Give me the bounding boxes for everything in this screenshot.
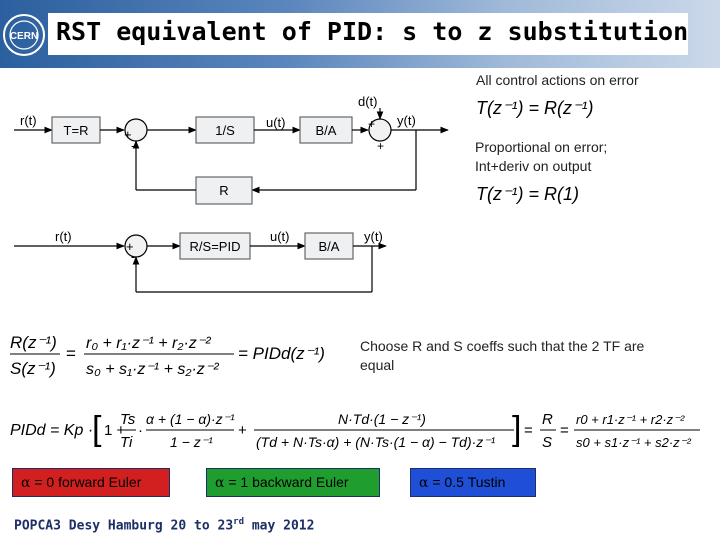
footer: [14, 517, 314, 533]
eq-t-equals-r: T(z⁻¹) = R(z⁻¹): [476, 98, 594, 118]
svg-text:]: ]: [512, 410, 522, 448]
eq1-mid-den: s₀ + s₁·z⁻¹ + s₂·z⁻²: [86, 361, 219, 378]
d2-u-label: u(t): [270, 229, 290, 244]
d1-r-label: r(t): [20, 113, 37, 128]
d2-sum-minus: -: [131, 249, 136, 264]
equation-pidd: [10, 410, 700, 451]
d1-sum2-plus: +: [368, 117, 376, 131]
svg-text:=: =: [524, 422, 533, 439]
footer-text: POPCA3 Desy Hamburg 20 to 23: [14, 518, 234, 534]
d1-t-block-label: T=R: [63, 123, 89, 138]
note-prop-on-error: Proportional on error; Int+deriv on output: [475, 139, 608, 174]
note-all-on-error: All control actions on error: [476, 72, 639, 88]
eq2-term1: 1 +: [104, 422, 126, 439]
svg-text:+: +: [238, 422, 247, 439]
eq2-ts: Ts: [120, 411, 136, 428]
alpha-text-2: = 1 backward Euler: [224, 474, 349, 490]
alpha-text-3: = 0.5 Tustin: [428, 474, 506, 490]
eq2-alpha-den: 1 − z⁻¹: [170, 434, 213, 450]
cern-logo-text: CERN: [9, 31, 39, 42]
eq2-ti: Ti: [120, 434, 133, 451]
equation-rs-pid: [10, 333, 325, 378]
d2-sum-plus: +: [126, 239, 134, 254]
alpha-symbol-2: α: [215, 475, 225, 491]
d2-plant-label: B/A: [318, 239, 340, 254]
d1-y-label: y(t): [397, 113, 416, 128]
svg-text:[: [: [92, 410, 102, 448]
eq-t-equals-r1: T(z⁻¹) = R(1): [476, 184, 579, 204]
alpha-backward-euler: [206, 468, 380, 497]
d1-u-label: u(t): [266, 115, 286, 130]
footer-sup: rd: [233, 517, 244, 527]
d2-controller-label: R/S=PID: [189, 239, 241, 254]
page-title: RST equivalent of PID: s to z substitution: [56, 17, 689, 46]
eq2-deriv-den: (Td + N·Ts·α) + (N·Ts·(1 − α) − Td)·z⁻¹: [256, 434, 496, 450]
d1-sum1-minus: -: [131, 138, 136, 153]
svg-text:=: =: [66, 344, 76, 363]
eq1-lhs-num: R(z⁻¹): [10, 333, 57, 352]
eq2-poly-den: s0 + s1·z⁻¹ + s2·z⁻²: [576, 435, 691, 450]
eq1-lhs-den: S(z⁻¹): [10, 359, 56, 378]
eq2-r: R: [542, 411, 553, 428]
alpha-tustin: [410, 468, 536, 497]
d1-d-label: d(t): [358, 94, 378, 109]
d1-integrator-label: 1/S: [215, 123, 235, 138]
alpha-symbol-3: α: [419, 475, 429, 491]
alpha-symbol-1: α: [21, 475, 31, 491]
d2-y-label: y(t): [364, 229, 383, 244]
alpha-forward-euler: [12, 468, 170, 497]
eq1-mid-num: r₀ + r₁·z⁻¹ + r₂·z⁻²: [86, 335, 211, 352]
eq2-deriv-num: N·Td·(1 − z⁻¹): [338, 411, 426, 427]
footer-text-end: may 2012: [244, 518, 315, 534]
eq2-lhs: PIDd = Kp ·: [10, 422, 94, 439]
eq2-alpha-num: α + (1 − α)·z⁻¹: [146, 411, 235, 427]
note-choose-coeffs: Choose R and S coeffs such that the 2 TF are equal: [360, 338, 645, 373]
eq1-rhs: = PIDd(z⁻¹): [238, 344, 325, 363]
svg-text:·: ·: [138, 422, 143, 439]
d2-r-label: r(t): [55, 229, 72, 244]
eq2-s: S: [542, 434, 553, 451]
svg-text:=: =: [560, 422, 569, 439]
alpha-text-1: = 0 forward Euler: [30, 474, 142, 490]
d1-feedback-label: R: [219, 183, 229, 198]
d1-sum1-plus: +: [124, 127, 132, 142]
d1-sum2-minus: +: [377, 139, 385, 153]
d1-plant-label: B/A: [315, 123, 337, 138]
eq2-poly-num: r0 + r1·z⁻¹ + r2·z⁻²: [576, 412, 685, 427]
